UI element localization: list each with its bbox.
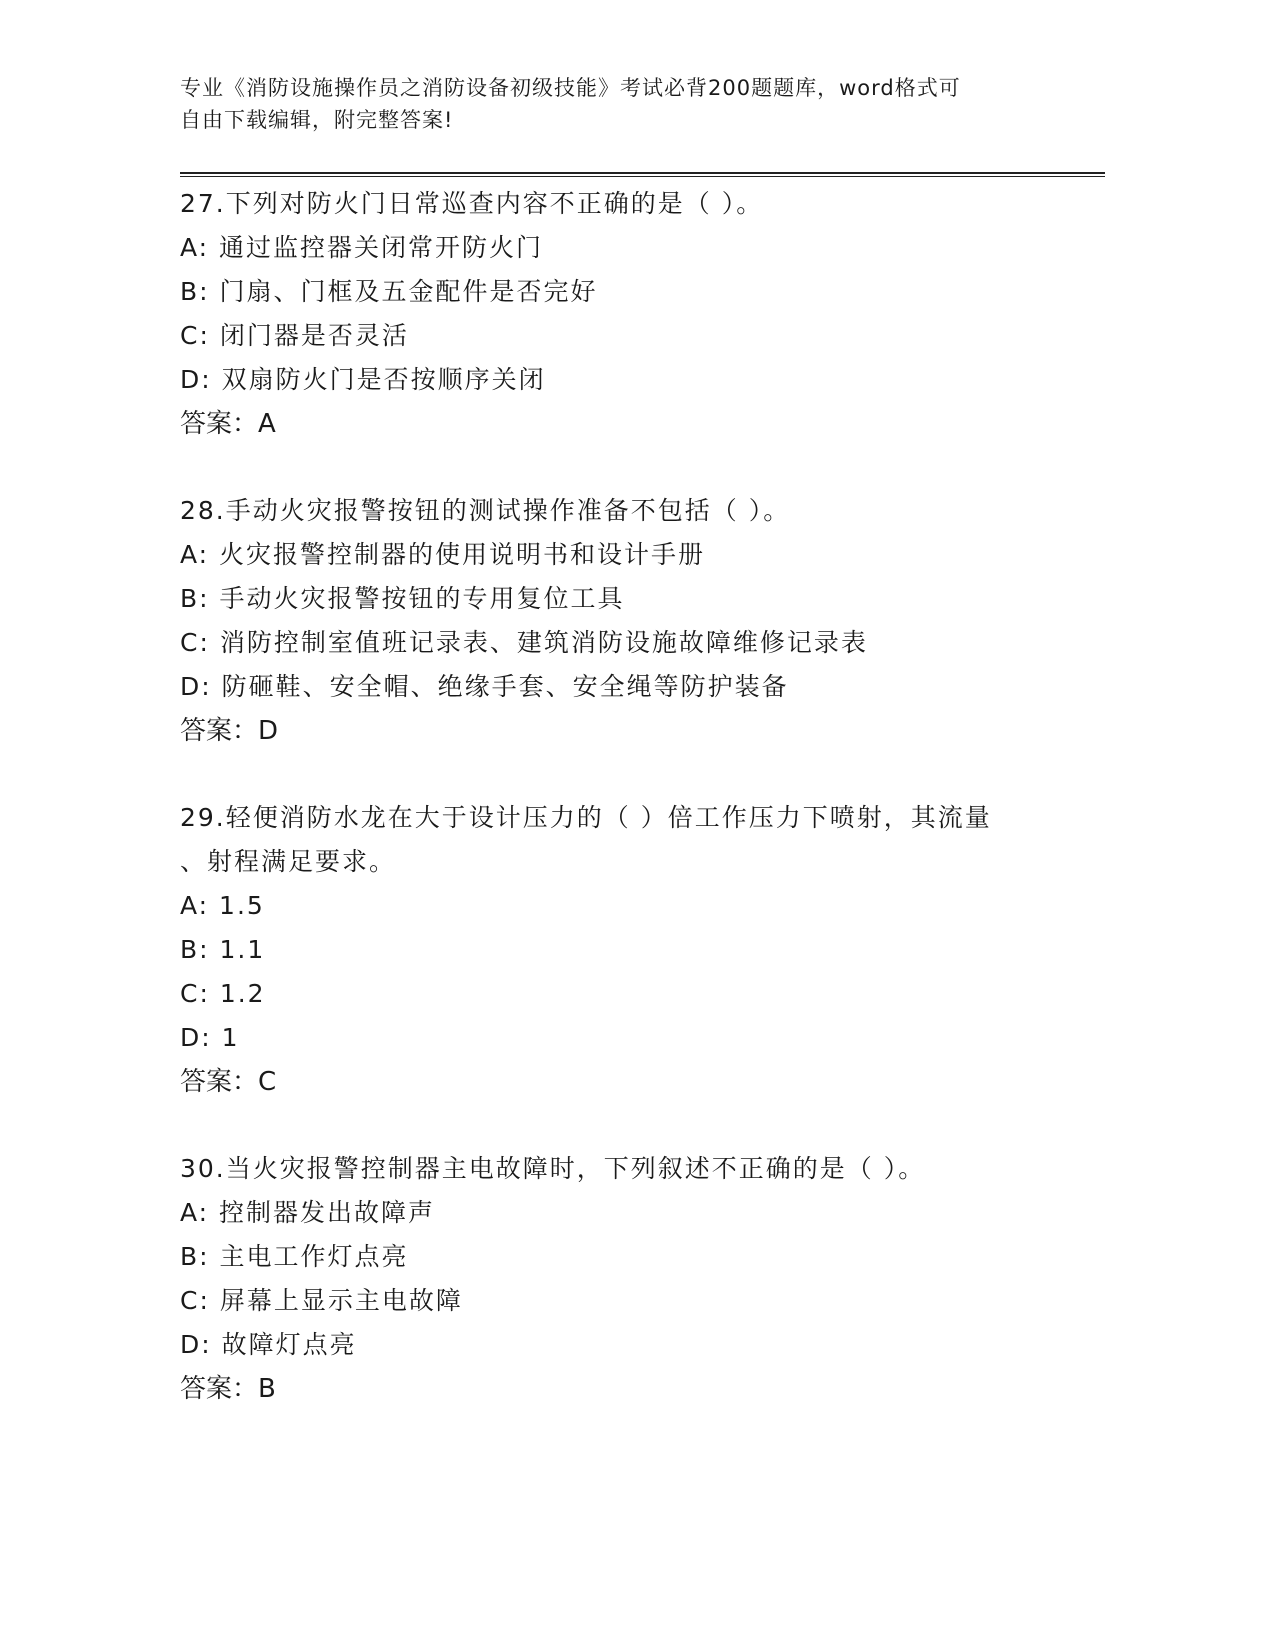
answer: 答案：B bbox=[180, 1374, 276, 1404]
question-stem bbox=[180, 182, 1105, 226]
option-d: D: 故障灯点亮 bbox=[180, 1330, 357, 1359]
option-b: B: 门扇、门框及五金配件是否完好 bbox=[180, 277, 598, 306]
question-stem-continuation: 、射程满足要求。 bbox=[180, 847, 397, 876]
document-header bbox=[180, 72, 1060, 136]
option-c: C: 屏幕上显示主电故障 bbox=[180, 1286, 463, 1315]
question-29 bbox=[180, 796, 1105, 1104]
option-a: A: 火灾报警控制器的使用说明书和设计手册 bbox=[180, 540, 706, 569]
question-30 bbox=[180, 1147, 1105, 1411]
answer: 答案：C bbox=[180, 1067, 277, 1097]
option-c: C: 1.2 bbox=[180, 979, 266, 1008]
answer: 答案：A bbox=[180, 409, 276, 439]
option-b: B: 主电工作灯点亮 bbox=[180, 1242, 409, 1271]
header-line-2: 自由下载编辑，附完整答案! bbox=[180, 108, 454, 132]
question-stem bbox=[180, 489, 1105, 533]
question-number: 27. bbox=[180, 189, 226, 218]
header-divider bbox=[180, 172, 1105, 177]
header-line-1: 专业《消防设施操作员之消防设备初级技能》考试必背200题题库，word格式可 bbox=[180, 76, 961, 100]
option-d: D: 防砸鞋、安全帽、绝缘手套、安全绳等防护装备 bbox=[180, 672, 789, 701]
option-d: D: 双扇防火门是否按顺序关闭 bbox=[180, 365, 546, 394]
question-text: 手动火灾报警按钮的测试操作准备不包括（ ）。 bbox=[225, 496, 791, 525]
question-number: 30. bbox=[180, 1154, 226, 1183]
option-a: A: 通过监控器关闭常开防火门 bbox=[180, 233, 544, 262]
question-text: 下列对防火门日常巡查内容不正确的是（ ）。 bbox=[225, 189, 764, 218]
option-d: D: 1 bbox=[180, 1023, 240, 1052]
question-text: 轻便消防水龙在大于设计压力的（ ）倍工作压力下喷射，其流量 bbox=[225, 803, 992, 832]
option-a: A: 1.5 bbox=[180, 891, 265, 920]
option-c: C: 消防控制室值班记录表、建筑消防设施故障维修记录表 bbox=[180, 628, 868, 657]
option-a: A: 控制器发出故障声 bbox=[180, 1198, 436, 1227]
question-number: 29. bbox=[180, 803, 226, 832]
answer: 答案：D bbox=[180, 716, 279, 746]
question-stem bbox=[180, 796, 1105, 840]
option-c: C: 闭门器是否灵活 bbox=[180, 321, 409, 350]
question-text: 当火灾报警控制器主电故障时，下列叙述不正确的是（ ）。 bbox=[225, 1154, 926, 1183]
question-stem bbox=[180, 1147, 1105, 1191]
question-list bbox=[180, 182, 1105, 1454]
question-number: 28. bbox=[180, 496, 226, 525]
question-27 bbox=[180, 182, 1105, 446]
option-b: B: 手动火灾报警按钮的专用复位工具 bbox=[180, 584, 625, 613]
question-28 bbox=[180, 489, 1105, 753]
option-b: B: 1.1 bbox=[180, 935, 266, 964]
